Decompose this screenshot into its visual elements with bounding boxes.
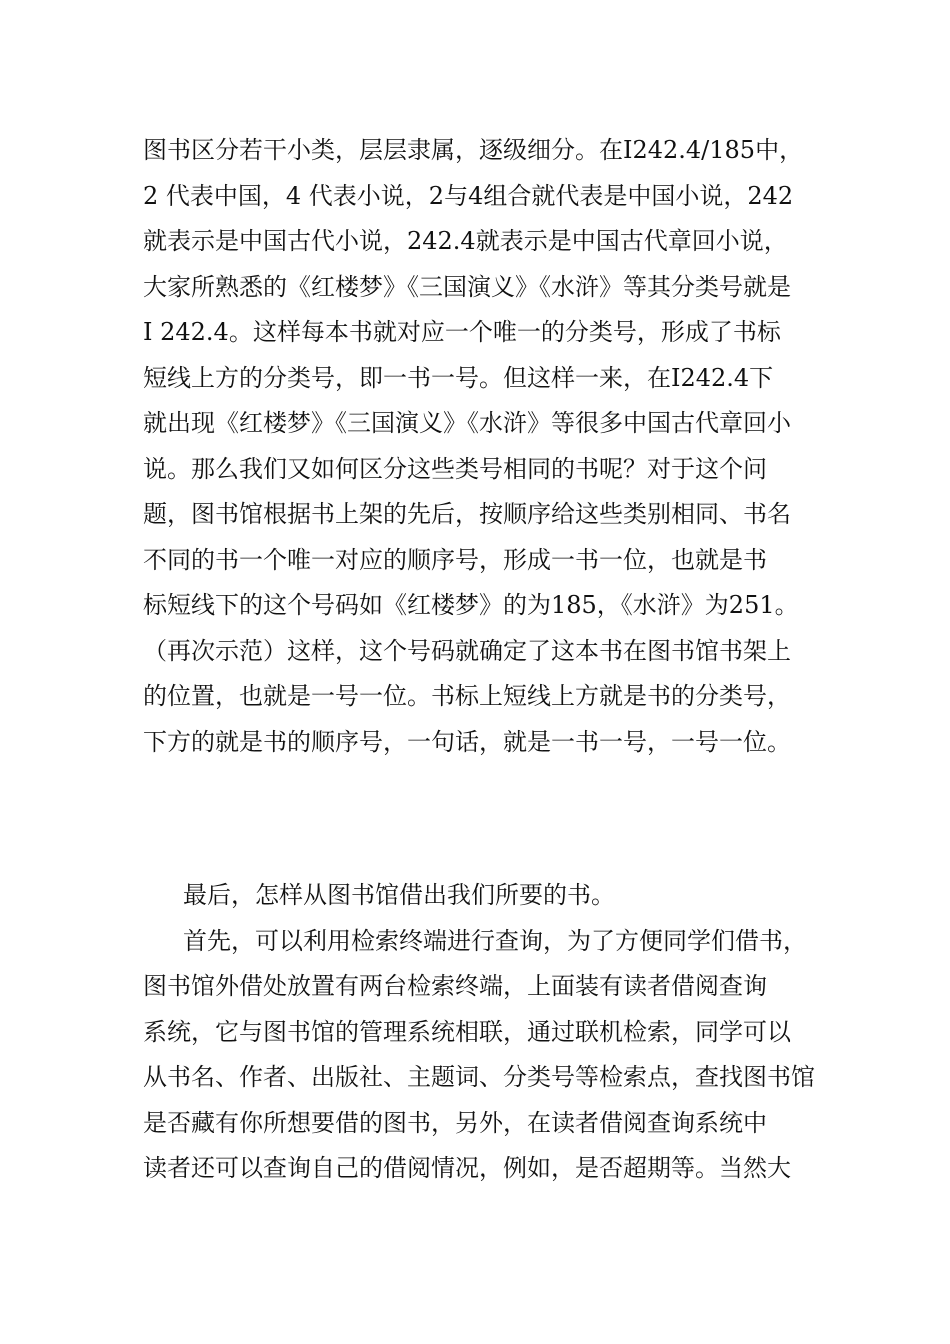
text-line: 图书馆外借处放置有两台检索终端，上面装有读者借阅查询 xyxy=(143,972,767,1000)
text-line: 题，图书馆根据书上架的先后，按顺序给这些类别相同、书名 xyxy=(143,500,791,528)
text-line: 就表示是中国古代小说，242.4就表示是中国古代章回小说， xyxy=(143,227,788,255)
text-line: 系统，它与图书馆的管理系统相联，通过联机检索，同学可以 xyxy=(143,1017,791,1046)
text-line: 2 代表中国，4 代表小说，2与4组合就代表是中国小说，242 xyxy=(143,181,794,210)
text-line: I 242.4。这样每本书就对应一个唯一的分类号，形成了书标 xyxy=(143,318,781,346)
text-line: 下方的就是书的顺序号，一句话，就是一书一号，一号一位。 xyxy=(143,727,791,756)
text-line: 短线上方的分类号，即一书一号。但这样一来，在I242.4下 xyxy=(143,363,774,392)
paragraph-classification xyxy=(143,128,823,765)
section-heading-line: 最后，怎样从图书馆借出我们所要的书。 xyxy=(183,881,615,909)
text-line: 首先，可以利用检索终端进行查询，为了方便同学们借书， xyxy=(183,926,807,955)
text-line: 大家所熟悉的《红楼梦》《三国演义》《水浒》等其分类号就是 xyxy=(143,272,791,301)
text-line: （再次示范）这样，这个号码就确定了这本书在图书馆书架上 xyxy=(143,636,791,665)
text-line: 读者还可以查询自己的借阅情况，例如，是否超期等。当然大 xyxy=(143,1154,791,1182)
text-line: 的位置，也就是一号一位。书标上短线上方就是书的分类号， xyxy=(143,682,791,710)
text-line: 就出现《红楼梦》《三国演义》《水浒》等很多中国古代章回小 xyxy=(143,409,791,437)
text-line: 标短线下的这个号码如《红楼梦》的为185，《水浒》为251。 xyxy=(143,591,799,619)
text-line: 是否藏有你所想要借的图书，另外，在读者借阅查询系统中 xyxy=(143,1108,767,1137)
text-line: 从书名、作者、出版社、主题词、分类号等检索点，查找图书馆 xyxy=(143,1063,815,1091)
text-line: 图书区分若干小类，层层隶属，逐级细分。在I242.4/185中， xyxy=(143,136,804,164)
paragraph-borrowing xyxy=(143,873,823,1192)
text-line: 说。那么我们又如何区分这些类号相同的书呢？对于这个问 xyxy=(143,454,767,483)
text-line: 不同的书一个唯一对应的顺序号，形成一书一位，也就是书 xyxy=(143,545,767,574)
